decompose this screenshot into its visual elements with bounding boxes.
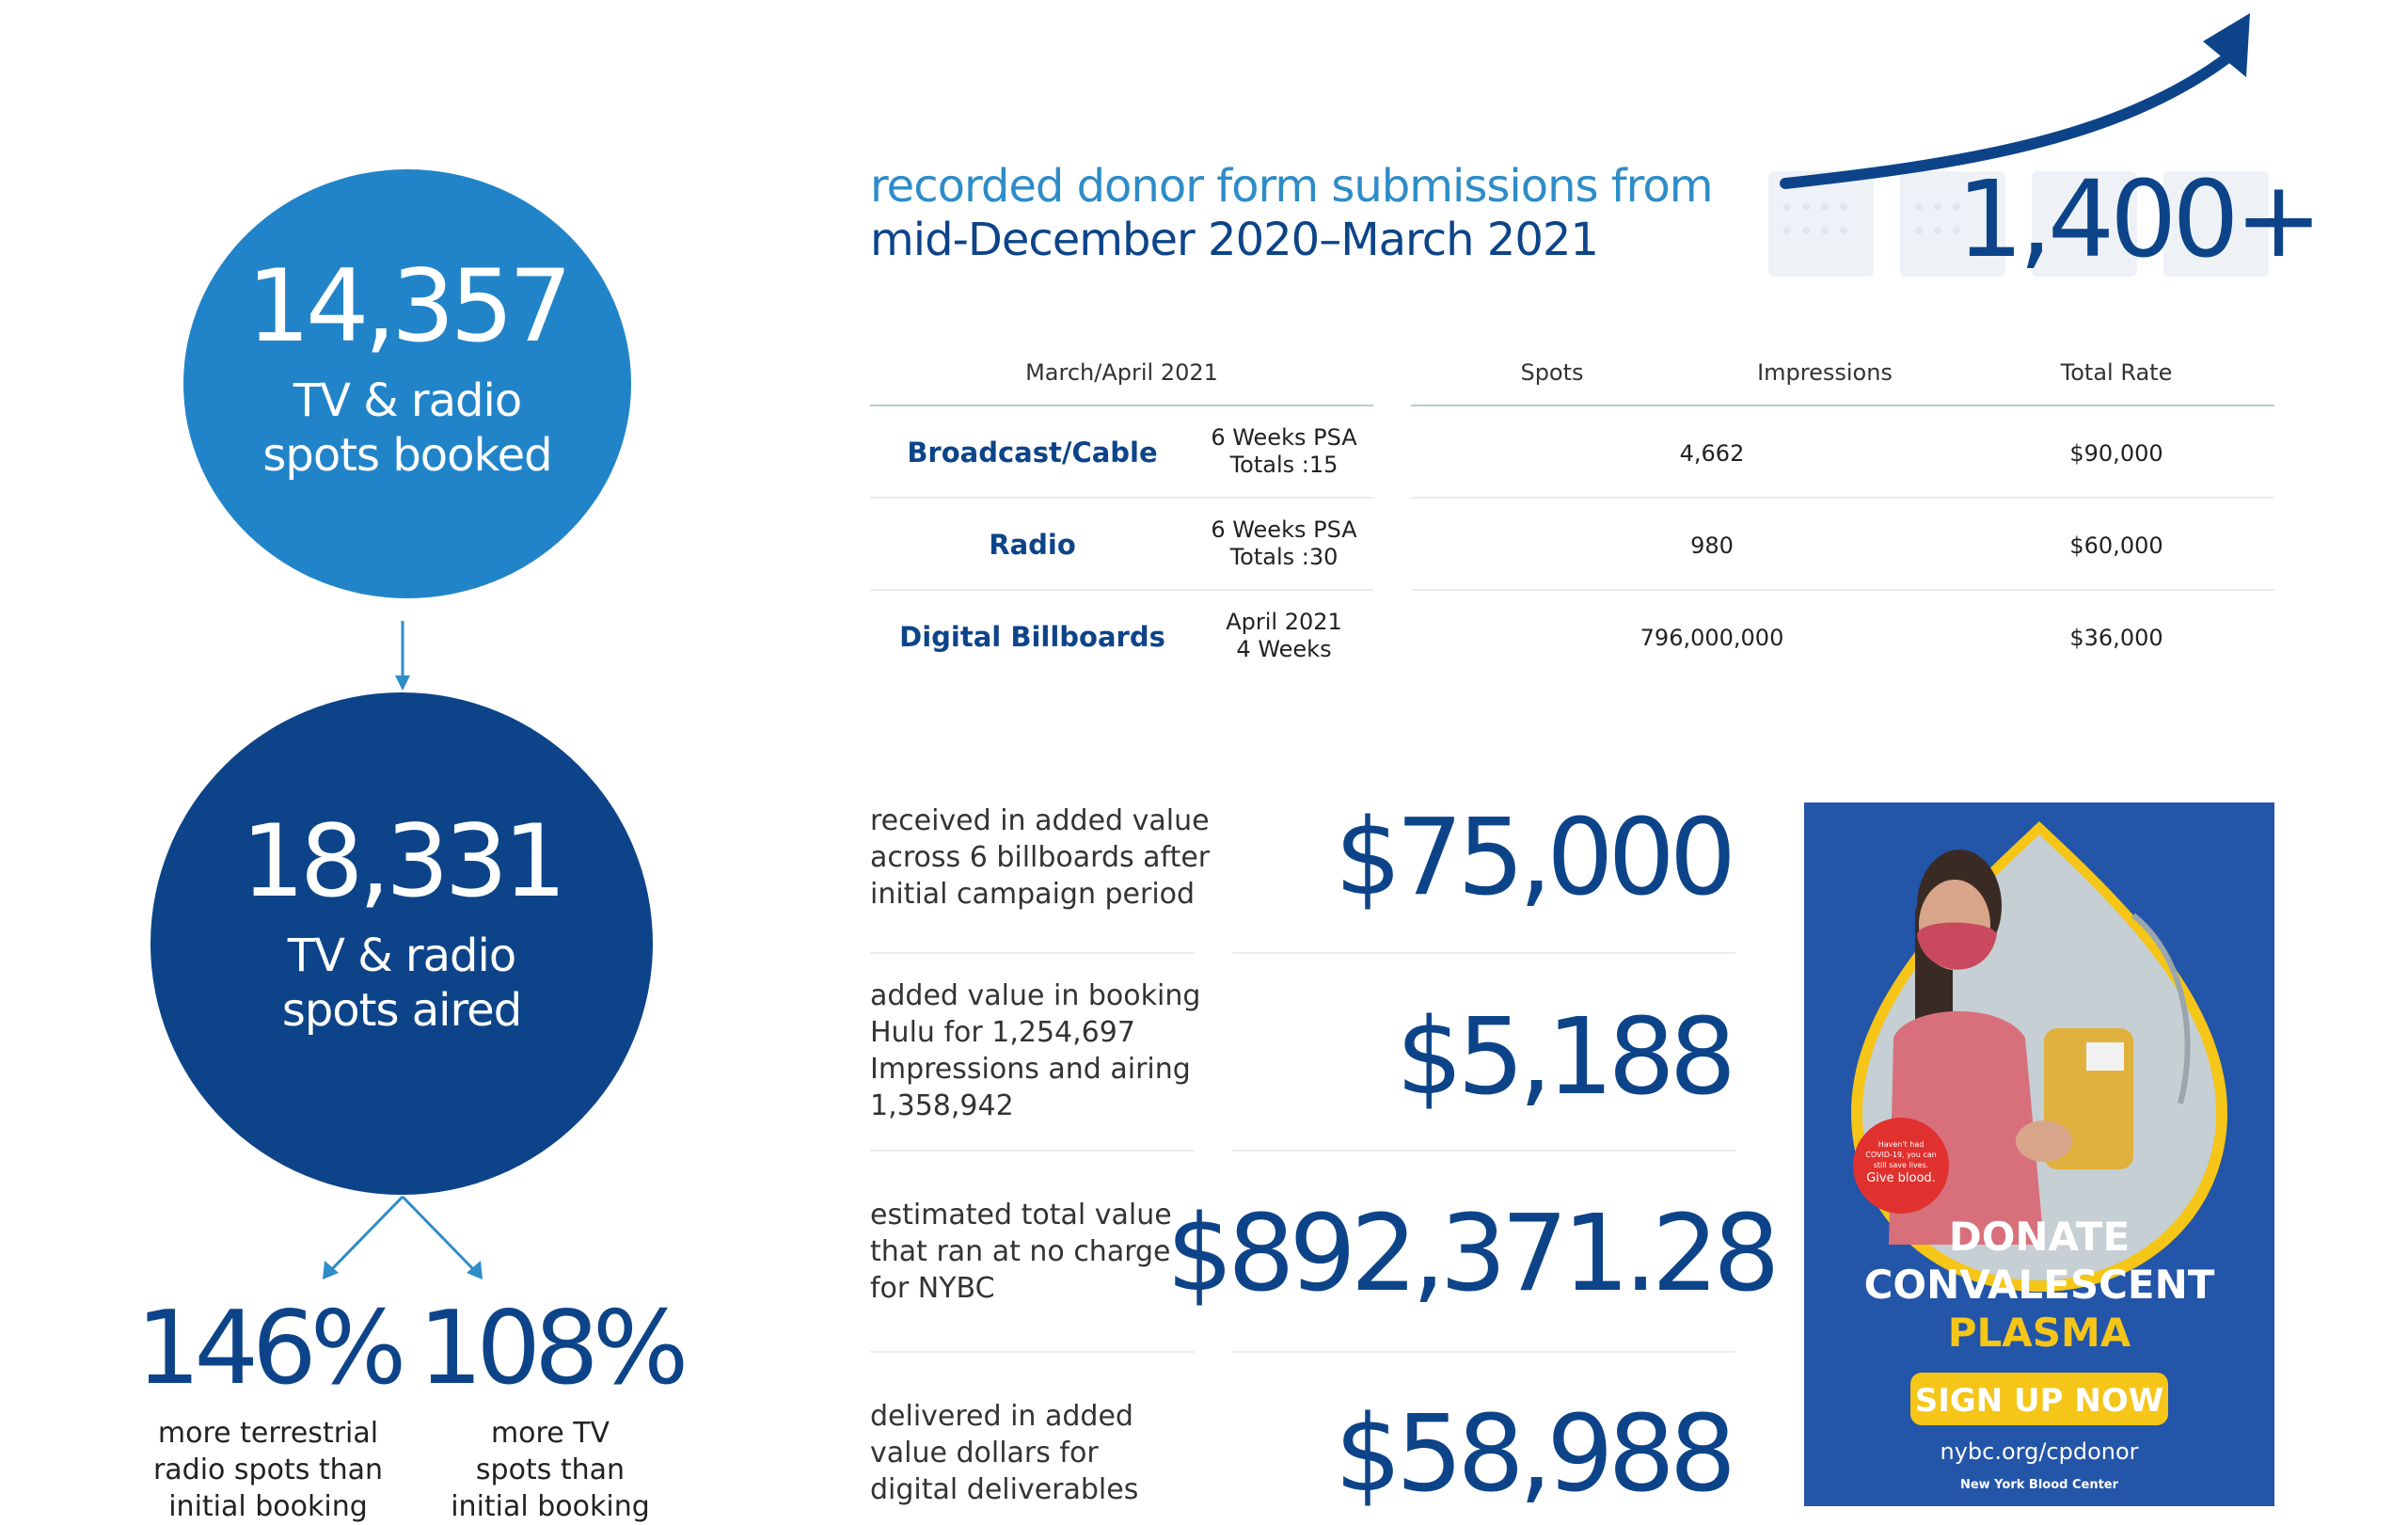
value-divider <box>870 952 1195 954</box>
row-divider <box>1411 589 2274 591</box>
poster-line-plasma: PLASMA <box>1947 1310 2131 1356</box>
table-period-header: March/April 2021 <box>1025 359 1218 386</box>
poster-line-donate: DONATE <box>1948 1214 2131 1260</box>
value-desc-line: for NYBC <box>870 1272 995 1305</box>
row-duration-2: Totals :15 <box>1229 452 1339 478</box>
value-desc-line: Impressions and airing <box>870 1053 1191 1086</box>
table-header-divider <box>870 405 1373 406</box>
row-value: 4,662 <box>1679 440 1745 467</box>
table-row <box>870 500 2274 589</box>
table-header-divider <box>1411 405 2274 406</box>
radio-pct-block <box>132 1290 404 1525</box>
tv-pct-line-1: more TV <box>490 1417 610 1450</box>
tv-pct-number: 108% <box>418 1290 683 1407</box>
value-desc-line: across 6 billboards after <box>870 841 1211 874</box>
radio-pct-number: 146% <box>135 1290 401 1407</box>
value-desc-line: that ran at no charge <box>870 1235 1171 1268</box>
table-col-impressions: Impressions <box>1757 359 1893 386</box>
tv-pct-line-3: initial booking <box>451 1490 650 1523</box>
table-row <box>870 408 2274 497</box>
radio-pct-line-3: initial booking <box>168 1490 368 1523</box>
spots-aired-circle <box>150 692 653 1195</box>
row-duration-1: 6 Weeks PSA <box>1211 516 1357 543</box>
table-col-spots: Spots <box>1520 359 1584 386</box>
radio-pct-line-1: more terrestrial <box>157 1417 379 1450</box>
value-divider <box>1232 1150 1735 1152</box>
value-amount: $892,371.28 <box>1166 1193 1775 1315</box>
row-rate: $90,000 <box>2069 440 2163 467</box>
value-desc-line: estimated total value <box>870 1199 1172 1231</box>
row-value: 796,000,000 <box>1640 625 1784 651</box>
header-line-2: mid-December 2020–March 2021 <box>870 214 1598 266</box>
radio-pct-line-2: radio spots than <box>152 1454 384 1486</box>
sign-up-now-label: SIGN UP NOW <box>1914 1382 2164 1420</box>
spots-booked-label-2: spots booked <box>262 429 552 482</box>
value-desc-line: received in added value <box>870 804 1210 837</box>
badge-line-4: Give blood. <box>1866 1171 1936 1185</box>
value-amount: $5,188 <box>1396 996 1731 1119</box>
value-desc-line: 1,358,942 <box>870 1089 1014 1122</box>
value-description <box>870 1398 1138 1508</box>
row-divider <box>1411 497 2274 499</box>
spots-aired-label-2: spots aired <box>281 984 522 1037</box>
sign-up-now-button <box>1910 1373 2168 1425</box>
value-amount: $58,988 <box>1334 1393 1731 1516</box>
value-divider <box>870 1351 1195 1353</box>
badge-line-1: Haven't had <box>1877 1140 1925 1149</box>
badge-line-2: COVID-19, you can <box>1865 1151 1937 1159</box>
value-desc-line: added value in booking <box>870 979 1201 1012</box>
value-desc-line: initial campaign period <box>870 878 1196 911</box>
value-divider <box>1232 1351 1735 1353</box>
poster-url: nybc.org/cpdonor <box>1940 1438 2139 1465</box>
spots-aired-label-1: TV & radio <box>287 929 516 982</box>
value-desc-line: digital deliverables <box>870 1473 1139 1506</box>
row-rate: $36,000 <box>2069 625 2163 651</box>
spots-booked-label-1: TV & radio <box>293 374 522 427</box>
plasma-donation-poster <box>1804 802 2274 1506</box>
badge-line-3: still save lives. <box>1873 1161 1929 1169</box>
value-description <box>870 977 1200 1124</box>
row-duration-1: April 2021 <box>1226 609 1342 635</box>
value-amount: $75,000 <box>1334 797 1731 919</box>
spots-booked-number: 14,357 <box>246 248 568 364</box>
give-blood-badge <box>1853 1118 1949 1214</box>
header-line-1: recorded donor form submissions from <box>870 160 1713 213</box>
row-divider <box>870 589 1373 591</box>
value-divider <box>870 1150 1195 1152</box>
row-name: Digital Billboards <box>899 621 1165 653</box>
tv-pct-block <box>414 1290 687 1525</box>
tv-pct-line-2: spots than <box>475 1454 626 1486</box>
row-value: 980 <box>1690 532 1734 559</box>
value-description <box>870 802 1210 913</box>
poster-line-convalescent: CONVALESCENT <box>1863 1262 2215 1308</box>
value-description <box>870 1197 1172 1307</box>
row-rate: $60,000 <box>2069 532 2163 559</box>
row-divider <box>870 497 1373 499</box>
row-duration-2: Totals :30 <box>1229 544 1339 570</box>
table-row <box>870 593 2274 681</box>
value-desc-line: Hulu for 1,254,697 <box>870 1016 1135 1049</box>
value-desc-line: value dollars for <box>870 1437 1099 1469</box>
row-duration-1: 6 Weeks PSA <box>1211 424 1357 451</box>
spots-aired-number: 18,331 <box>241 803 562 919</box>
row-duration-2: 4 Weeks <box>1236 636 1332 662</box>
nybc-logo: New York Blood Center <box>1959 1478 2119 1492</box>
donor-submissions-number: 1,400+ <box>1956 159 2319 281</box>
value-divider <box>1232 952 1735 954</box>
table-col-total-rate: Total Rate <box>2060 359 2173 386</box>
row-name: Broadcast/Cable <box>907 437 1158 469</box>
row-name: Radio <box>989 529 1076 561</box>
value-desc-line: delivered in added <box>870 1400 1133 1433</box>
